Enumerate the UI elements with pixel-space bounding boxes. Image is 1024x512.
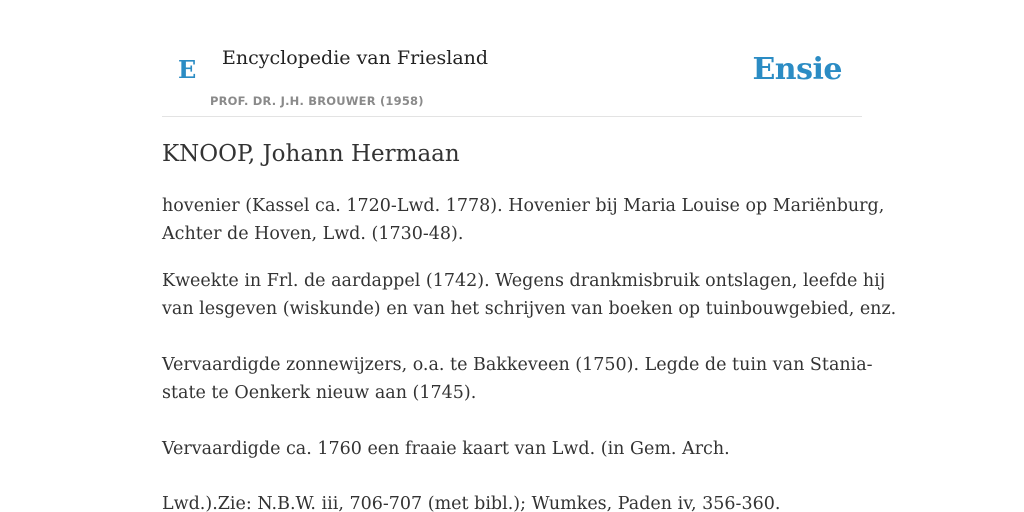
paragraph-line: Vervaardigde ca. 1760 een fraaie kaart van Lwd. (in Gem. Arch. [162, 439, 730, 459]
site-logo-icon[interactable]: E [178, 55, 197, 84]
article-paragraph [162, 267, 897, 323]
ensie-brand-link[interactable]: Ensie [752, 52, 842, 87]
article-paragraph [162, 351, 873, 407]
article-paragraph [162, 490, 862, 512]
site-title-link[interactable]: Encyclopedie van Friesland [222, 47, 489, 69]
paragraph-line: state te Oenkerk nieuw aan (1745). [162, 383, 477, 403]
paragraph-line: Lwd.).Zie: N.B.W. iii, 706-707 (met bibl.); Wumkes, Paden iv, 356-360. [162, 494, 781, 512]
article-title: KNOOP, Johann Hermaan [162, 141, 460, 167]
paragraph-line: hovenier (Kassel ca. 1720-Lwd. 1778). Hovenier bij Maria Louise op Mariënburg, [162, 196, 885, 216]
article-paragraph [162, 192, 885, 248]
paragraph-line: Vervaardigde zonnewijzers, o.a. te Bakkeveen (1750). Legde de tuin van Stania- [162, 355, 873, 375]
paragraph-line: Achter de Hoven, Lwd. (1730-48). [162, 224, 464, 244]
article [162, 136, 897, 512]
article-paragraph [162, 435, 862, 463]
paragraph-line: van lesgeven (wiskunde) en van het schrijven van boeken op tuinbouwgebied, enz. [162, 299, 897, 319]
site-header [162, 0, 862, 117]
site-author: PROF. DR. J.H. BROUWER (1958) [210, 94, 424, 108]
paragraph-line: Kweekte in Frl. de aardappel (1742). Wegens drankmisbruik ontslagen, leefde hij [162, 271, 886, 291]
